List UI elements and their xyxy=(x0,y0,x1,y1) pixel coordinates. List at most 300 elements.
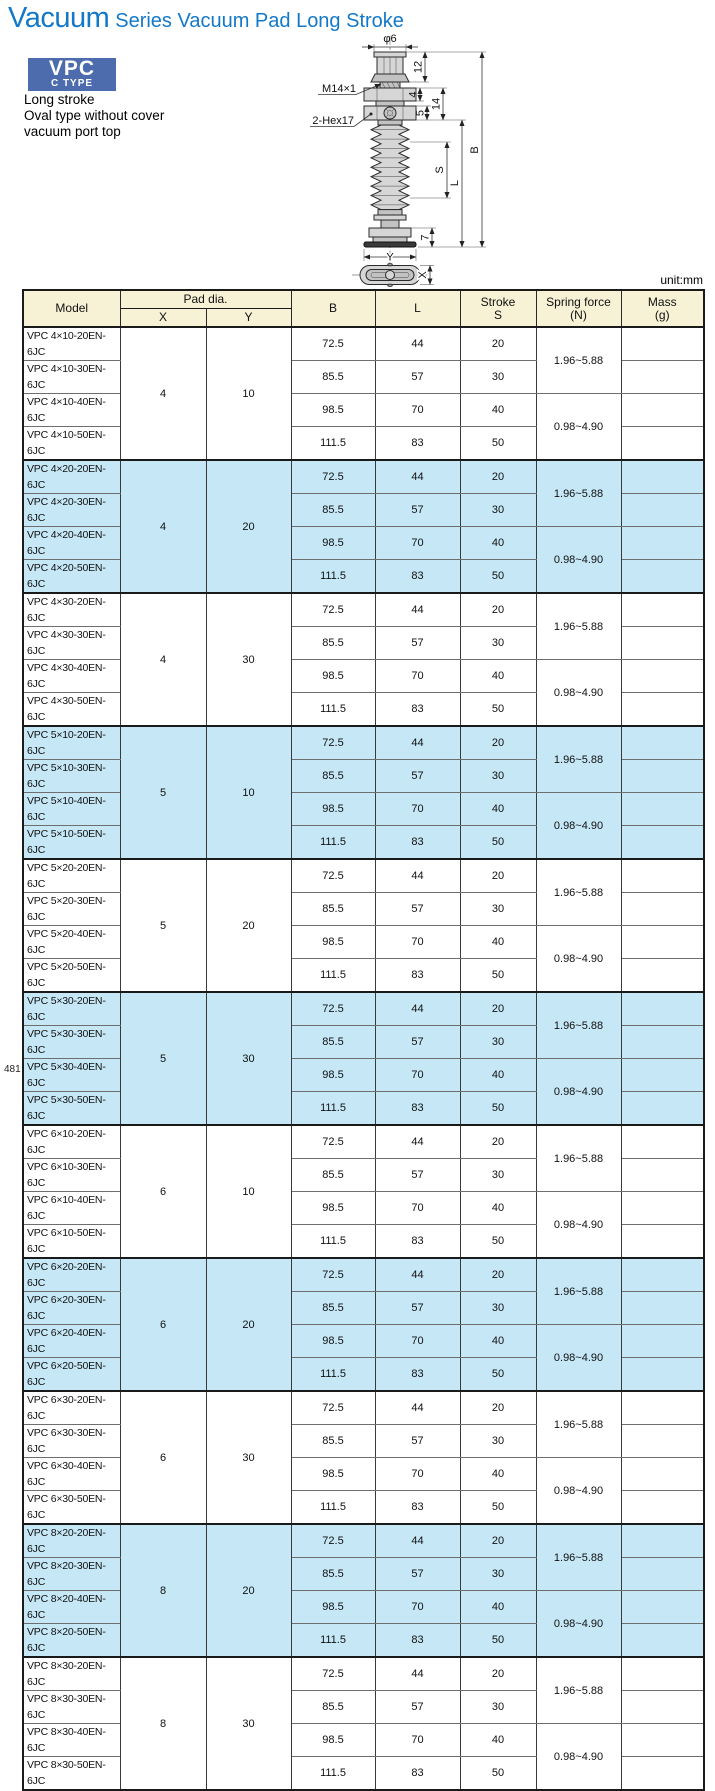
b-cell: 72.5 xyxy=(291,1391,375,1425)
table-row xyxy=(23,1125,704,1159)
model-cell: VPC 5×20-40EN-6JC xyxy=(23,926,120,959)
dim-12-label: 12 xyxy=(412,60,425,74)
l-cell: 83 xyxy=(375,1757,460,1791)
pad-ring xyxy=(373,237,407,242)
model-cell: VPC 8×30-20EN-6JC xyxy=(23,1657,120,1691)
l-cell: 57 xyxy=(375,1558,460,1591)
pad-lip xyxy=(364,242,416,247)
l-cell: 83 xyxy=(375,959,460,993)
mass-cell xyxy=(621,793,704,826)
l-cell: 70 xyxy=(375,660,460,693)
l-cell: 44 xyxy=(375,460,460,494)
product-description-line: vacuum port top xyxy=(24,124,121,139)
b-cell: 98.5 xyxy=(291,660,375,693)
stroke-cell: 20 xyxy=(460,593,536,627)
stroke-cell: 50 xyxy=(460,826,536,860)
b-cell: 72.5 xyxy=(291,593,375,627)
stroke-cell: 20 xyxy=(460,1657,536,1691)
b-cell: 111.5 xyxy=(291,826,375,860)
spring-force-cell: 1.96~5.88 xyxy=(536,726,621,793)
b-cell: 72.5 xyxy=(291,726,375,760)
model-cell: VPC 5×10-20EN-6JC xyxy=(23,726,120,760)
table-row xyxy=(23,1657,704,1691)
model-cell: VPC 6×10-30EN-6JC xyxy=(23,1159,120,1192)
l-cell: 70 xyxy=(375,1724,460,1757)
spec-table xyxy=(22,289,705,1791)
b-cell: 111.5 xyxy=(291,1358,375,1392)
l-cell: 83 xyxy=(375,1358,460,1392)
stroke-cell: 20 xyxy=(460,859,536,893)
l-cell: 83 xyxy=(375,427,460,461)
col-header-mass xyxy=(621,290,704,327)
dim-x-label: X xyxy=(417,271,429,279)
l-cell: 57 xyxy=(375,361,460,394)
spec-table-body xyxy=(23,327,704,1790)
pad-dia-x-cell: 4 xyxy=(120,327,206,460)
bellows-collar-bottom xyxy=(378,210,402,215)
fitting-flange xyxy=(374,52,406,57)
pad-body xyxy=(369,228,411,237)
thread-label: M14×1 xyxy=(322,83,356,95)
l-cell: 44 xyxy=(375,992,460,1026)
model-cell: VPC 6×20-50EN-6JC xyxy=(23,1358,120,1392)
series-badge-type: C TYPE xyxy=(50,78,94,89)
mass-cell xyxy=(621,1192,704,1225)
unit-label: unit:mm xyxy=(660,273,703,287)
b-cell: 111.5 xyxy=(291,959,375,993)
b-cell: 85.5 xyxy=(291,1292,375,1325)
l-cell: 70 xyxy=(375,1059,460,1092)
model-cell: VPC 5×10-40EN-6JC xyxy=(23,793,120,826)
mass-cell xyxy=(621,760,704,793)
mass-cell xyxy=(621,1159,704,1192)
l-cell: 83 xyxy=(375,1092,460,1126)
model-cell: VPC 4×30-40EN-6JC xyxy=(23,660,120,693)
mass-cell xyxy=(621,1558,704,1591)
model-cell: VPC 4×30-30EN-6JC xyxy=(23,627,120,660)
mass-cell xyxy=(621,1125,704,1159)
l-cell: 44 xyxy=(375,1391,460,1425)
b-cell: 98.5 xyxy=(291,1591,375,1624)
l-cell: 70 xyxy=(375,1325,460,1358)
model-cell: VPC 4×10-50EN-6JC xyxy=(23,427,120,461)
stroke-cell: 20 xyxy=(460,1258,536,1292)
pad-dia-y-cell: 20 xyxy=(206,1524,291,1657)
col-header-model: Model xyxy=(23,290,120,327)
stroke-cell: 30 xyxy=(460,760,536,793)
page-title-main: Vacuum xyxy=(8,2,110,34)
table-row xyxy=(23,327,704,361)
b-cell: 72.5 xyxy=(291,1258,375,1292)
b-cell: 72.5 xyxy=(291,992,375,1026)
hex-neck xyxy=(376,101,404,106)
mass-cell xyxy=(621,1458,704,1491)
dim-y-label: Y xyxy=(386,251,394,264)
stroke-cell: 30 xyxy=(460,893,536,926)
model-cell: VPC 5×10-50EN-6JC xyxy=(23,826,120,860)
b-cell: 72.5 xyxy=(291,859,375,893)
col-header-mass-line2: (g) xyxy=(654,307,670,322)
spring-force-cell: 1.96~5.88 xyxy=(536,327,621,394)
stroke-cell: 50 xyxy=(460,693,536,727)
model-cell: VPC 6×30-40EN-6JC xyxy=(23,1458,120,1491)
mass-cell xyxy=(621,1524,704,1558)
stroke-cell: 50 xyxy=(460,1491,536,1525)
b-cell: 98.5 xyxy=(291,1724,375,1757)
product-description-line: Long stroke xyxy=(24,92,95,107)
mass-cell xyxy=(621,527,704,560)
stroke-cell: 40 xyxy=(460,527,536,560)
spring-force-cell: 1.96~5.88 xyxy=(536,1258,621,1325)
pad-dia-x-cell: 5 xyxy=(120,726,206,859)
oval-view-port xyxy=(386,271,395,280)
pad-dia-y-cell: 30 xyxy=(206,1657,291,1790)
stroke-cell: 20 xyxy=(460,460,536,494)
mass-cell xyxy=(621,1258,704,1292)
model-cell: VPC 4×20-30EN-6JC xyxy=(23,494,120,527)
model-cell: VPC 6×20-30EN-6JC xyxy=(23,1292,120,1325)
b-cell: 98.5 xyxy=(291,1192,375,1225)
b-cell: 85.5 xyxy=(291,760,375,793)
l-cell: 83 xyxy=(375,1225,460,1259)
pad-dia-x-cell: 8 xyxy=(120,1657,206,1790)
l-cell: 57 xyxy=(375,1159,460,1192)
mass-cell xyxy=(621,1292,704,1325)
stroke-cell: 50 xyxy=(460,427,536,461)
spring-force-cell: 0.98~4.90 xyxy=(536,1325,621,1392)
mass-cell xyxy=(621,627,704,660)
b-cell: 98.5 xyxy=(291,1059,375,1092)
stroke-cell: 20 xyxy=(460,992,536,1026)
mass-cell xyxy=(621,1724,704,1757)
l-cell: 44 xyxy=(375,327,460,361)
pad-dia-x-cell: 4 xyxy=(120,460,206,593)
stroke-cell: 30 xyxy=(460,494,536,527)
l-cell: 57 xyxy=(375,494,460,527)
b-cell: 85.5 xyxy=(291,1026,375,1059)
stroke-cell: 50 xyxy=(460,1624,536,1658)
l-cell: 83 xyxy=(375,1624,460,1658)
l-cell: 57 xyxy=(375,1026,460,1059)
stroke-cell: 50 xyxy=(460,1092,536,1126)
pad-dia-x-cell: 6 xyxy=(120,1125,206,1258)
stroke-cell: 20 xyxy=(460,327,536,361)
mass-cell xyxy=(621,593,704,627)
col-header-pad-dia: Pad dia. xyxy=(120,290,291,309)
l-cell: 70 xyxy=(375,394,460,427)
l-cell: 70 xyxy=(375,1591,460,1624)
stem xyxy=(381,220,399,228)
table-row xyxy=(23,1258,704,1292)
pad-dia-y-cell: 30 xyxy=(206,992,291,1125)
pad-dia-x-cell: 4 xyxy=(120,593,206,726)
model-cell: VPC 5×30-30EN-6JC xyxy=(23,1026,120,1059)
b-cell: 72.5 xyxy=(291,460,375,494)
stroke-cell: 50 xyxy=(460,959,536,993)
spring-force-cell: 0.98~4.90 xyxy=(536,926,621,993)
stroke-cell: 50 xyxy=(460,560,536,594)
model-cell: VPC 6×10-20EN-6JC xyxy=(23,1125,120,1159)
l-cell: 83 xyxy=(375,1491,460,1525)
l-cell: 57 xyxy=(375,627,460,660)
pad-dia-y-cell: 10 xyxy=(206,327,291,460)
mass-cell xyxy=(621,1225,704,1259)
spring-force-cell: 1.96~5.88 xyxy=(536,992,621,1059)
model-cell: VPC 8×20-40EN-6JC xyxy=(23,1591,120,1624)
col-header-y: Y xyxy=(206,309,291,328)
l-cell: 44 xyxy=(375,726,460,760)
stroke-cell: 40 xyxy=(460,1192,536,1225)
spring-force-cell: 0.98~4.90 xyxy=(536,793,621,860)
l-cell: 44 xyxy=(375,593,460,627)
b-cell: 111.5 xyxy=(291,560,375,594)
mass-cell xyxy=(621,1691,704,1724)
mass-cell xyxy=(621,560,704,594)
pad-dia-y-cell: 30 xyxy=(206,1391,291,1524)
col-header-l: L xyxy=(375,290,460,327)
model-cell: VPC 8×30-30EN-6JC xyxy=(23,1691,120,1724)
spring-force-cell: 1.96~5.88 xyxy=(536,593,621,660)
b-cell: 111.5 xyxy=(291,693,375,727)
b-cell: 85.5 xyxy=(291,627,375,660)
stroke-cell: 40 xyxy=(460,394,536,427)
mass-cell xyxy=(621,494,704,527)
pad-dia-y-cell: 20 xyxy=(206,460,291,593)
hex-label: 2-Hex17 xyxy=(312,115,354,127)
l-cell: 44 xyxy=(375,1524,460,1558)
pad-dia-x-cell: 5 xyxy=(120,992,206,1125)
mass-cell xyxy=(621,1757,704,1791)
b-cell: 85.5 xyxy=(291,1425,375,1458)
stroke-cell: 40 xyxy=(460,1325,536,1358)
l-cell: 57 xyxy=(375,1691,460,1724)
b-cell: 98.5 xyxy=(291,527,375,560)
mass-cell xyxy=(621,1325,704,1358)
col-header-stroke-line1: Stroke xyxy=(480,294,516,309)
table-row xyxy=(23,460,704,494)
l-cell: 70 xyxy=(375,527,460,560)
model-cell: VPC 4×10-20EN-6JC xyxy=(23,327,120,361)
spring-force-cell: 1.96~5.88 xyxy=(536,1657,621,1724)
model-cell: VPC 5×20-20EN-6JC xyxy=(23,859,120,893)
mass-cell xyxy=(621,660,704,693)
pad-dia-x-cell: 6 xyxy=(120,1258,206,1391)
table-row xyxy=(23,726,704,760)
dim-7-label: 7 xyxy=(419,234,432,241)
model-cell: VPC 6×20-20EN-6JC xyxy=(23,1258,120,1292)
b-cell: 98.5 xyxy=(291,793,375,826)
stroke-cell: 50 xyxy=(460,1757,536,1791)
dim-l-label: L xyxy=(449,179,461,187)
l-cell: 57 xyxy=(375,1292,460,1325)
page-number: 481 xyxy=(4,1064,21,1075)
mass-cell xyxy=(621,926,704,959)
stroke-cell: 20 xyxy=(460,1524,536,1558)
series-badge-code: VPC xyxy=(48,57,96,80)
model-cell: VPC 6×10-50EN-6JC xyxy=(23,1225,120,1259)
stroke-cell: 30 xyxy=(460,1558,536,1591)
stroke-cell: 40 xyxy=(460,926,536,959)
b-cell: 98.5 xyxy=(291,926,375,959)
stroke-cell: 30 xyxy=(460,1425,536,1458)
pad-dia-y-cell: 10 xyxy=(206,726,291,859)
table-row xyxy=(23,1391,704,1425)
thread-stub xyxy=(380,82,400,88)
model-cell: VPC 8×30-40EN-6JC xyxy=(23,1724,120,1757)
pad-dia-y-cell: 20 xyxy=(206,859,291,992)
pad-dia-y-cell: 10 xyxy=(206,1125,291,1258)
stroke-cell: 30 xyxy=(460,1691,536,1724)
mass-cell xyxy=(621,394,704,427)
model-cell: VPC 8×20-20EN-6JC xyxy=(23,1524,120,1558)
pad-dia-x-cell: 6 xyxy=(120,1391,206,1524)
l-cell: 70 xyxy=(375,793,460,826)
stroke-cell: 30 xyxy=(460,1292,536,1325)
model-cell: VPC 4×30-20EN-6JC xyxy=(23,593,120,627)
product-description-line: Oval type without cover xyxy=(24,108,165,123)
mass-cell xyxy=(621,427,704,461)
model-cell: VPC 6×10-40EN-6JC xyxy=(23,1192,120,1225)
l-cell: 70 xyxy=(375,1458,460,1491)
l-cell: 83 xyxy=(375,693,460,727)
b-cell: 111.5 xyxy=(291,1092,375,1126)
fitting-cone xyxy=(371,74,409,82)
pad-dia-y-cell: 20 xyxy=(206,1258,291,1391)
model-cell: VPC 6×30-30EN-6JC xyxy=(23,1425,120,1458)
mass-cell xyxy=(621,959,704,993)
l-cell: 57 xyxy=(375,893,460,926)
b-cell: 72.5 xyxy=(291,327,375,361)
l-cell: 44 xyxy=(375,1258,460,1292)
b-cell: 111.5 xyxy=(291,1491,375,1525)
mass-cell xyxy=(621,361,704,394)
table-row xyxy=(23,1524,704,1558)
model-cell: VPC 5×10-30EN-6JC xyxy=(23,760,120,793)
stroke-cell: 40 xyxy=(460,793,536,826)
model-cell: VPC 4×20-20EN-6JC xyxy=(23,460,120,494)
b-cell: 85.5 xyxy=(291,361,375,394)
mass-cell xyxy=(621,327,704,361)
b-cell: 85.5 xyxy=(291,494,375,527)
stroke-cell: 30 xyxy=(460,1159,536,1192)
stroke-cell: 40 xyxy=(460,1458,536,1491)
model-cell: VPC 5×30-20EN-6JC xyxy=(23,992,120,1026)
mass-cell xyxy=(621,1059,704,1092)
spring-force-cell: 1.96~5.88 xyxy=(536,1524,621,1591)
model-cell: VPC 5×30-50EN-6JC xyxy=(23,1092,120,1126)
mass-cell xyxy=(621,859,704,893)
mass-cell xyxy=(621,826,704,860)
spring-force-cell: 0.98~4.90 xyxy=(536,394,621,461)
series-badge xyxy=(28,58,116,91)
model-cell: VPC 5×20-30EN-6JC xyxy=(23,893,120,926)
l-cell: 57 xyxy=(375,1425,460,1458)
mass-cell xyxy=(621,1491,704,1525)
col-header-spring-line2: (N) xyxy=(570,307,587,322)
b-cell: 72.5 xyxy=(291,1125,375,1159)
l-cell: 44 xyxy=(375,1125,460,1159)
mass-cell xyxy=(621,1092,704,1126)
mass-cell xyxy=(621,1657,704,1691)
model-cell: VPC 5×30-40EN-6JC xyxy=(23,1059,120,1092)
bellows-collar-top xyxy=(378,120,402,125)
model-cell: VPC 8×20-30EN-6JC xyxy=(23,1558,120,1591)
l-cell: 44 xyxy=(375,1657,460,1691)
col-header-stroke xyxy=(460,290,536,327)
model-cell: VPC 4×30-50EN-6JC xyxy=(23,693,120,727)
spring-force-cell: 0.98~4.90 xyxy=(536,1458,621,1525)
dim-4-label: 4 xyxy=(407,91,420,98)
dim-b-label: B xyxy=(469,146,481,154)
model-cell: VPC 4×10-40EN-6JC xyxy=(23,394,120,427)
b-cell: 111.5 xyxy=(291,1624,375,1658)
spring-force-cell: 0.98~4.90 xyxy=(536,1059,621,1126)
spec-table-header xyxy=(23,290,704,327)
spring-force-cell: 0.98~4.90 xyxy=(536,1192,621,1259)
b-cell: 111.5 xyxy=(291,1757,375,1791)
model-cell: VPC 6×30-20EN-6JC xyxy=(23,1391,120,1425)
vacuum-port xyxy=(384,107,396,119)
mass-cell xyxy=(621,1624,704,1658)
dim-14-label: 14 xyxy=(430,97,443,111)
b-cell: 85.5 xyxy=(291,1159,375,1192)
spring-force-cell: 0.98~4.90 xyxy=(536,1591,621,1658)
stem-ring xyxy=(374,215,406,220)
b-cell: 98.5 xyxy=(291,394,375,427)
mass-cell xyxy=(621,992,704,1026)
b-cell: 85.5 xyxy=(291,893,375,926)
spring-force-cell: 1.96~5.88 xyxy=(536,460,621,527)
b-cell: 85.5 xyxy=(291,1691,375,1724)
stroke-cell: 30 xyxy=(460,1026,536,1059)
spring-force-cell: 1.96~5.88 xyxy=(536,1125,621,1192)
l-cell: 57 xyxy=(375,760,460,793)
mass-cell xyxy=(621,1026,704,1059)
page-title-sub: Series Vacuum Pad Long Stroke xyxy=(115,10,404,32)
model-cell: VPC 8×30-50EN-6JC xyxy=(23,1757,120,1791)
dim-5-label: 5 xyxy=(414,109,427,117)
col-header-x: X xyxy=(120,309,206,328)
model-cell: VPC 4×20-50EN-6JC xyxy=(23,560,120,594)
pad-dia-y-cell: 30 xyxy=(206,593,291,726)
mass-cell xyxy=(621,460,704,494)
b-cell: 111.5 xyxy=(291,1225,375,1259)
stroke-cell: 30 xyxy=(460,627,536,660)
product-description xyxy=(24,92,164,140)
model-cell: VPC 6×20-40EN-6JC xyxy=(23,1325,120,1358)
table-row xyxy=(23,859,704,893)
col-header-mass-line1: Mass xyxy=(647,294,677,309)
spring-force-cell: 0.98~4.90 xyxy=(536,660,621,727)
l-cell: 70 xyxy=(375,926,460,959)
mass-cell xyxy=(621,893,704,926)
dim-s-label: S xyxy=(434,166,446,174)
stroke-cell: 40 xyxy=(460,1591,536,1624)
l-cell: 83 xyxy=(375,826,460,860)
model-cell: VPC 6×30-50EN-6JC xyxy=(23,1491,120,1525)
pad-dia-x-cell: 8 xyxy=(120,1524,206,1657)
stroke-cell: 20 xyxy=(460,1125,536,1159)
stroke-cell: 20 xyxy=(460,1391,536,1425)
spring-force-cell: 0.98~4.90 xyxy=(536,527,621,594)
model-cell: VPC 8×20-50EN-6JC xyxy=(23,1624,120,1658)
b-cell: 111.5 xyxy=(291,427,375,461)
technical-drawing xyxy=(290,30,495,288)
b-cell: 98.5 xyxy=(291,1325,375,1358)
stroke-cell: 40 xyxy=(460,1724,536,1757)
stroke-cell: 40 xyxy=(460,1059,536,1092)
model-cell: VPC 4×20-40EN-6JC xyxy=(23,527,120,560)
